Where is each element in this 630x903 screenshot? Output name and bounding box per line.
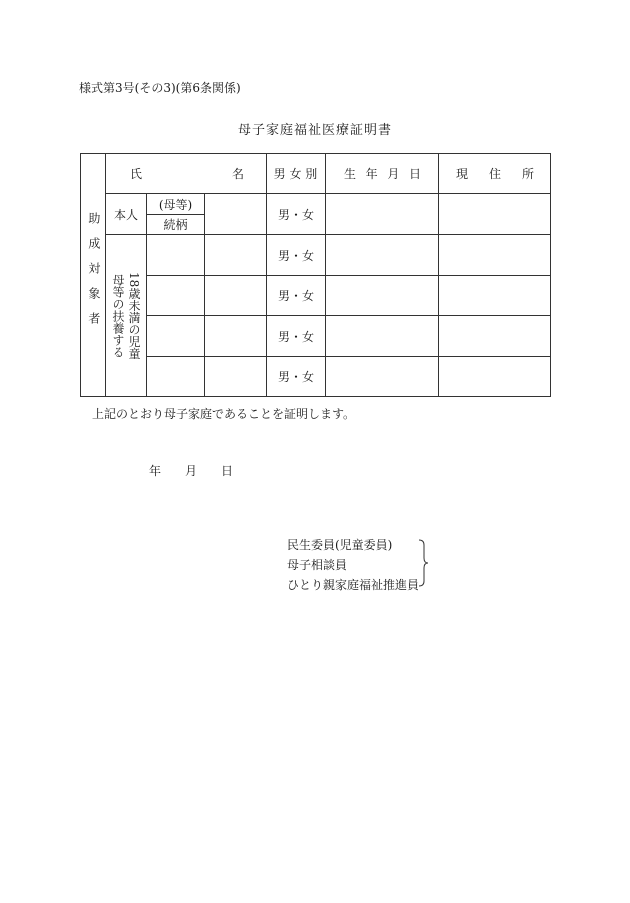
- header-name-right: 名: [231, 166, 244, 181]
- gender-cell: 男・女: [277, 370, 314, 384]
- header-address-3: 所: [521, 166, 534, 181]
- header-address-2: 住: [488, 166, 501, 181]
- header-birth-label: 生: [344, 166, 357, 181]
- header-birthdate: [325, 153, 438, 193]
- children-label: 18歳未満の児童 母等の扶養する: [111, 271, 141, 360]
- side-label: 助成対象者: [86, 212, 101, 337]
- signatory-single-parent-promoter: ひとり親家庭福祉推進員: [287, 578, 420, 592]
- header-address: [438, 153, 550, 193]
- header-day: 日: [408, 166, 421, 181]
- certificate-table: [80, 153, 551, 397]
- date-line: [149, 462, 233, 479]
- signatory-block: [287, 535, 419, 595]
- date-day-label: 日: [221, 464, 234, 478]
- gender-cell: 男・女: [277, 329, 314, 344]
- header-name-left: 氏: [129, 166, 142, 181]
- self-label: 本人: [113, 207, 138, 222]
- gender-cell: 男・女: [277, 207, 314, 222]
- document-title: 母子家庭福祉医療証明書: [237, 123, 392, 138]
- date-year-label: 年: [149, 464, 162, 478]
- attestation-text: 上記のとおり母子家庭であることを証明します。: [92, 407, 356, 421]
- header-year: 年: [365, 166, 378, 181]
- gender-cell: 男・女: [277, 289, 314, 303]
- mother-label: (母等): [158, 197, 193, 212]
- right-brace-icon: [416, 539, 430, 587]
- header-address-1: 現: [456, 166, 469, 181]
- relation-label: 続柄: [163, 218, 188, 232]
- form-number: 様式第3号(その3)(第6条関係): [79, 81, 241, 95]
- signatory-single-mother-counselor: 母子相談員: [287, 558, 348, 572]
- header-gender: 男 女 別: [273, 166, 318, 181]
- gender-cell: 男・女: [277, 248, 314, 263]
- signatory-welfare-commissioner: 民生委員(児童委員): [287, 538, 393, 552]
- header-month: 月: [387, 166, 400, 181]
- date-month-label: 月: [185, 464, 198, 478]
